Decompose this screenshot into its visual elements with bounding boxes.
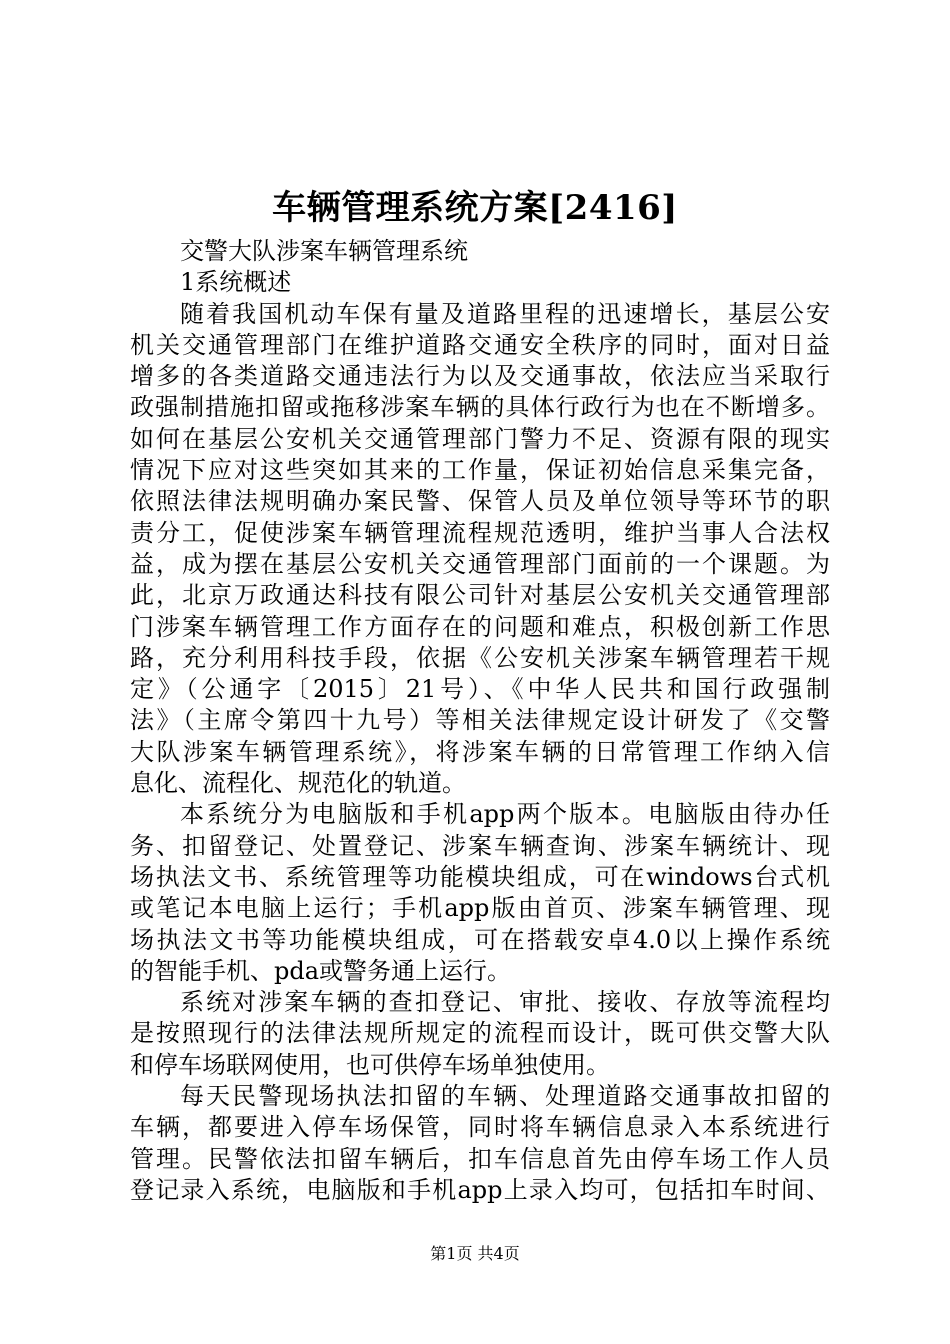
text-line: 场执法文书等功能模块组成，可在搭载安卓4.0以上操作系统: [130, 925, 830, 954]
text-line: 系统对涉案车辆的查扣登记、审批、接收、存放等流程均: [180, 988, 830, 1017]
text-line: 定》（公通字〔2015〕21号）、《中华人民共和国行政强制: [130, 675, 830, 704]
text-line: 益，成为摆在基层公安机关交通管理部门面前的一个课题。为: [130, 549, 830, 578]
text-line: 随着我国机动车保有量及道路里程的迅速增长，基层公安: [180, 299, 830, 328]
text-line: 机关交通管理部门在维护道路交通安全秩序的同时，面对日益: [130, 330, 830, 359]
text-line: 责分工，促使涉案车辆管理流程规范透明，维护当事人合法权: [130, 518, 830, 547]
text-line: 的智能手机、pda或警务通上运行。: [130, 956, 512, 985]
text-line: 每天民警现场执法扣留的车辆、处理道路交通事故扣留的: [180, 1082, 830, 1111]
text-line: 车辆，都要进入停车场保管，同时将车辆信息录入本系统进行: [130, 1113, 830, 1142]
text-line: 1系统概述: [180, 268, 292, 297]
text-line: 交警大队涉案车辆管理系统: [180, 237, 468, 265]
text-line: 管理。民警依法扣留车辆后，扣车信息首先由停车场工作人员: [130, 1144, 830, 1173]
text-line: 本系统分为电脑版和手机app两个版本。电脑版由待办任: [180, 800, 830, 829]
text-line: 门涉案车辆管理工作方面存在的问题和难点，积极创新工作思: [130, 612, 830, 641]
document-body: [130, 236, 830, 1206]
text-line: 此，北京万政通达科技有限公司针对基层公安机关交通管理部: [130, 581, 830, 610]
text-line: 情况下应对这些突如其来的工作量，保证初始信息采集完备，: [130, 456, 830, 485]
page-footer: 第1页 共4页: [430, 1244, 520, 1263]
text-line: 息化、流程化、规范化的轨道。: [130, 769, 466, 798]
text-line: 如何在基层公安机关交通管理部门警力不足、资源有限的现实: [130, 424, 830, 453]
text-line: 大队涉案车辆管理系统》，将涉案车辆的日常管理工作纳入信: [130, 737, 830, 766]
text-line: 增多的各类道路交通违法行为以及交通事故，依法应当采取行: [130, 362, 830, 391]
text-line: 和停车场联网使用，也可供停车场单独使用。: [130, 1050, 610, 1079]
text-line: 或笔记本电脑上运行；手机app版由首页、涉案车辆管理、现: [130, 894, 830, 923]
text-line: 务、扣留登记、处置登记、涉案车辆查询、涉案车辆统计、现: [130, 831, 830, 860]
text-line: 法》（主席令第四十九号）等相关法律规定设计研发了《交警: [130, 706, 830, 735]
document-title: 车辆管理系统方案[2416]: [272, 188, 678, 228]
text-line: 依照法律法规明确办案民警、保管人员及单位领导等环节的职: [130, 487, 830, 516]
text-line: 政强制措施扣留或拖移涉案车辆的具体行政行为也在不断增多。: [130, 393, 830, 422]
text-line: 登记录入系统，电脑版和手机app上录入均可，包括扣车时间、: [130, 1175, 830, 1204]
text-line: 路，充分利用科技手段，依据《公安机关涉案车辆管理若干规: [130, 643, 830, 672]
text-line: 是按照现行的法律法规所规定的流程而设计，既可供交警大队: [130, 1019, 830, 1048]
text-line: 场执法文书、系统管理等功能模块组成，可在windows台式机: [130, 862, 830, 891]
